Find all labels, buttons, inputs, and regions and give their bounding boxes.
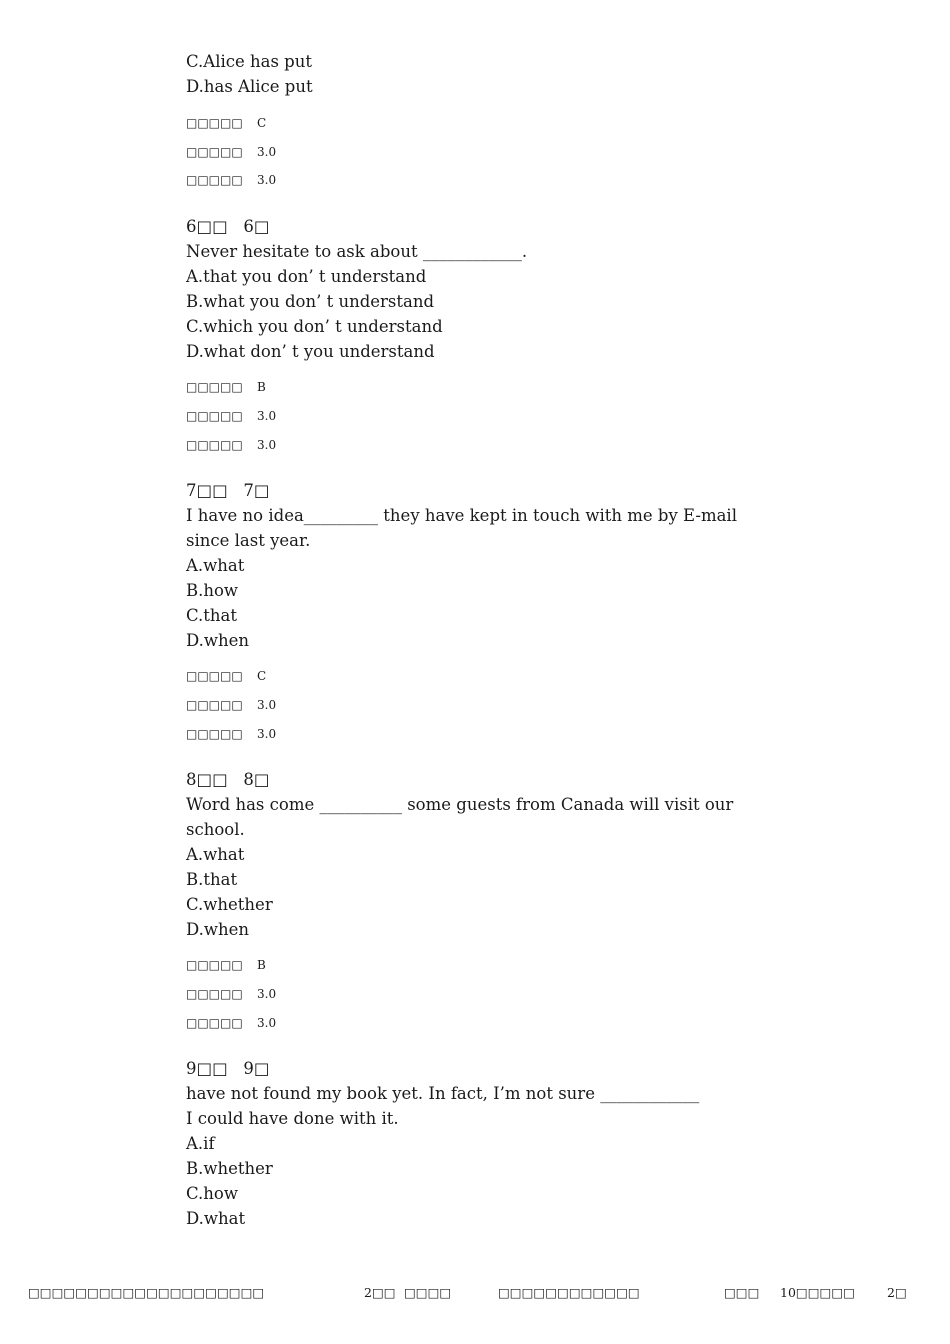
meta-value: 3.0 [257,727,277,741]
meta-label: □□□□□ [186,380,243,394]
footer-text: □□□□ [404,1285,452,1300]
option-d: D.what don’ t you understand [186,342,435,361]
meta-label: □□□□□ [186,438,243,452]
question-stem: I could have done with it. [186,1109,399,1128]
meta-row [186,144,277,160]
meta-value: B [257,380,266,394]
meta-value: 3.0 [257,145,277,159]
meta-label: □□□□□ [186,173,243,187]
option-c: C.how [186,1184,238,1203]
option-b: B.that [186,870,238,889]
meta-row [186,668,267,684]
meta-row [186,957,266,973]
footer-total-pages: 10□□□□□ [780,1285,855,1300]
meta-label: □□□□□ [186,727,243,741]
footer-text: □□□□□□□□□□□□ [498,1285,640,1300]
meta-value: 3.0 [257,1016,277,1030]
meta-label: □□□□□ [186,987,243,1001]
question-stem: Word has come __________ some guests from Canada will visit our [186,795,734,814]
footer-page-label: 2□□ [364,1285,396,1300]
meta-row [186,1015,277,1031]
option-b: B.how [186,581,239,600]
question-stem: have not found my book yet. In fact, I’m not sure ____________ [186,1084,700,1103]
question-header: 9□□ 9□ [186,1059,270,1078]
meta-row [186,379,266,395]
option-a: A.that you don’ t understand [186,267,427,286]
footer-page-number: 2□ [887,1285,907,1300]
option-b: B.whether [186,1159,273,1178]
meta-value: 3.0 [257,987,277,1001]
meta-label: □□□□□ [186,1016,243,1030]
question-stem: I have no idea_________ they have kept in touch with me by E-mail [186,506,737,525]
footer-left-text: □□□□□□□□□□□□□□□□□□□□ [28,1285,265,1300]
option-a: A.what [186,556,245,575]
meta-label: □□□□□ [186,409,243,423]
meta-row [186,437,277,453]
meta-row [186,115,267,131]
option-d: D.when [186,631,250,650]
option-c: C.which you don’ t understand [186,317,443,336]
footer-text: □□□ [724,1285,760,1300]
meta-row [186,986,277,1002]
option-d: D.when [186,920,250,939]
meta-value: 3.0 [257,173,277,187]
meta-value: 3.0 [257,698,277,712]
meta-label: □□□□□ [186,669,243,683]
question-stem: since last year. [186,531,311,550]
meta-row [186,172,277,188]
option-d: D.has Alice put [186,77,313,96]
meta-label: □□□□□ [186,958,243,972]
question-header: 6□□ 6□ [186,217,270,236]
meta-value: B [257,958,266,972]
meta-value: C [257,669,267,683]
meta-row [186,726,277,742]
question-header: 7□□ 7□ [186,481,270,500]
question-stem: school. [186,820,245,839]
option-a: A.what [186,845,245,864]
option-c: C.whether [186,895,273,914]
meta-label: □□□□□ [186,116,243,130]
meta-value: C [257,116,267,130]
option-c: C.that [186,606,238,625]
option-b: B.what you don’ t understand [186,292,435,311]
option-c: C.Alice has put [186,52,312,71]
meta-row [186,408,277,424]
question-header: 8□□ 8□ [186,770,270,789]
option-d: D.what [186,1209,246,1228]
meta-value: 3.0 [257,438,277,452]
meta-row [186,697,277,713]
option-a: A.if [186,1134,215,1153]
question-stem: Never hesitate to ask about ____________. [186,242,528,261]
meta-label: □□□□□ [186,145,243,159]
meta-label: □□□□□ [186,698,243,712]
meta-value: 3.0 [257,409,277,423]
